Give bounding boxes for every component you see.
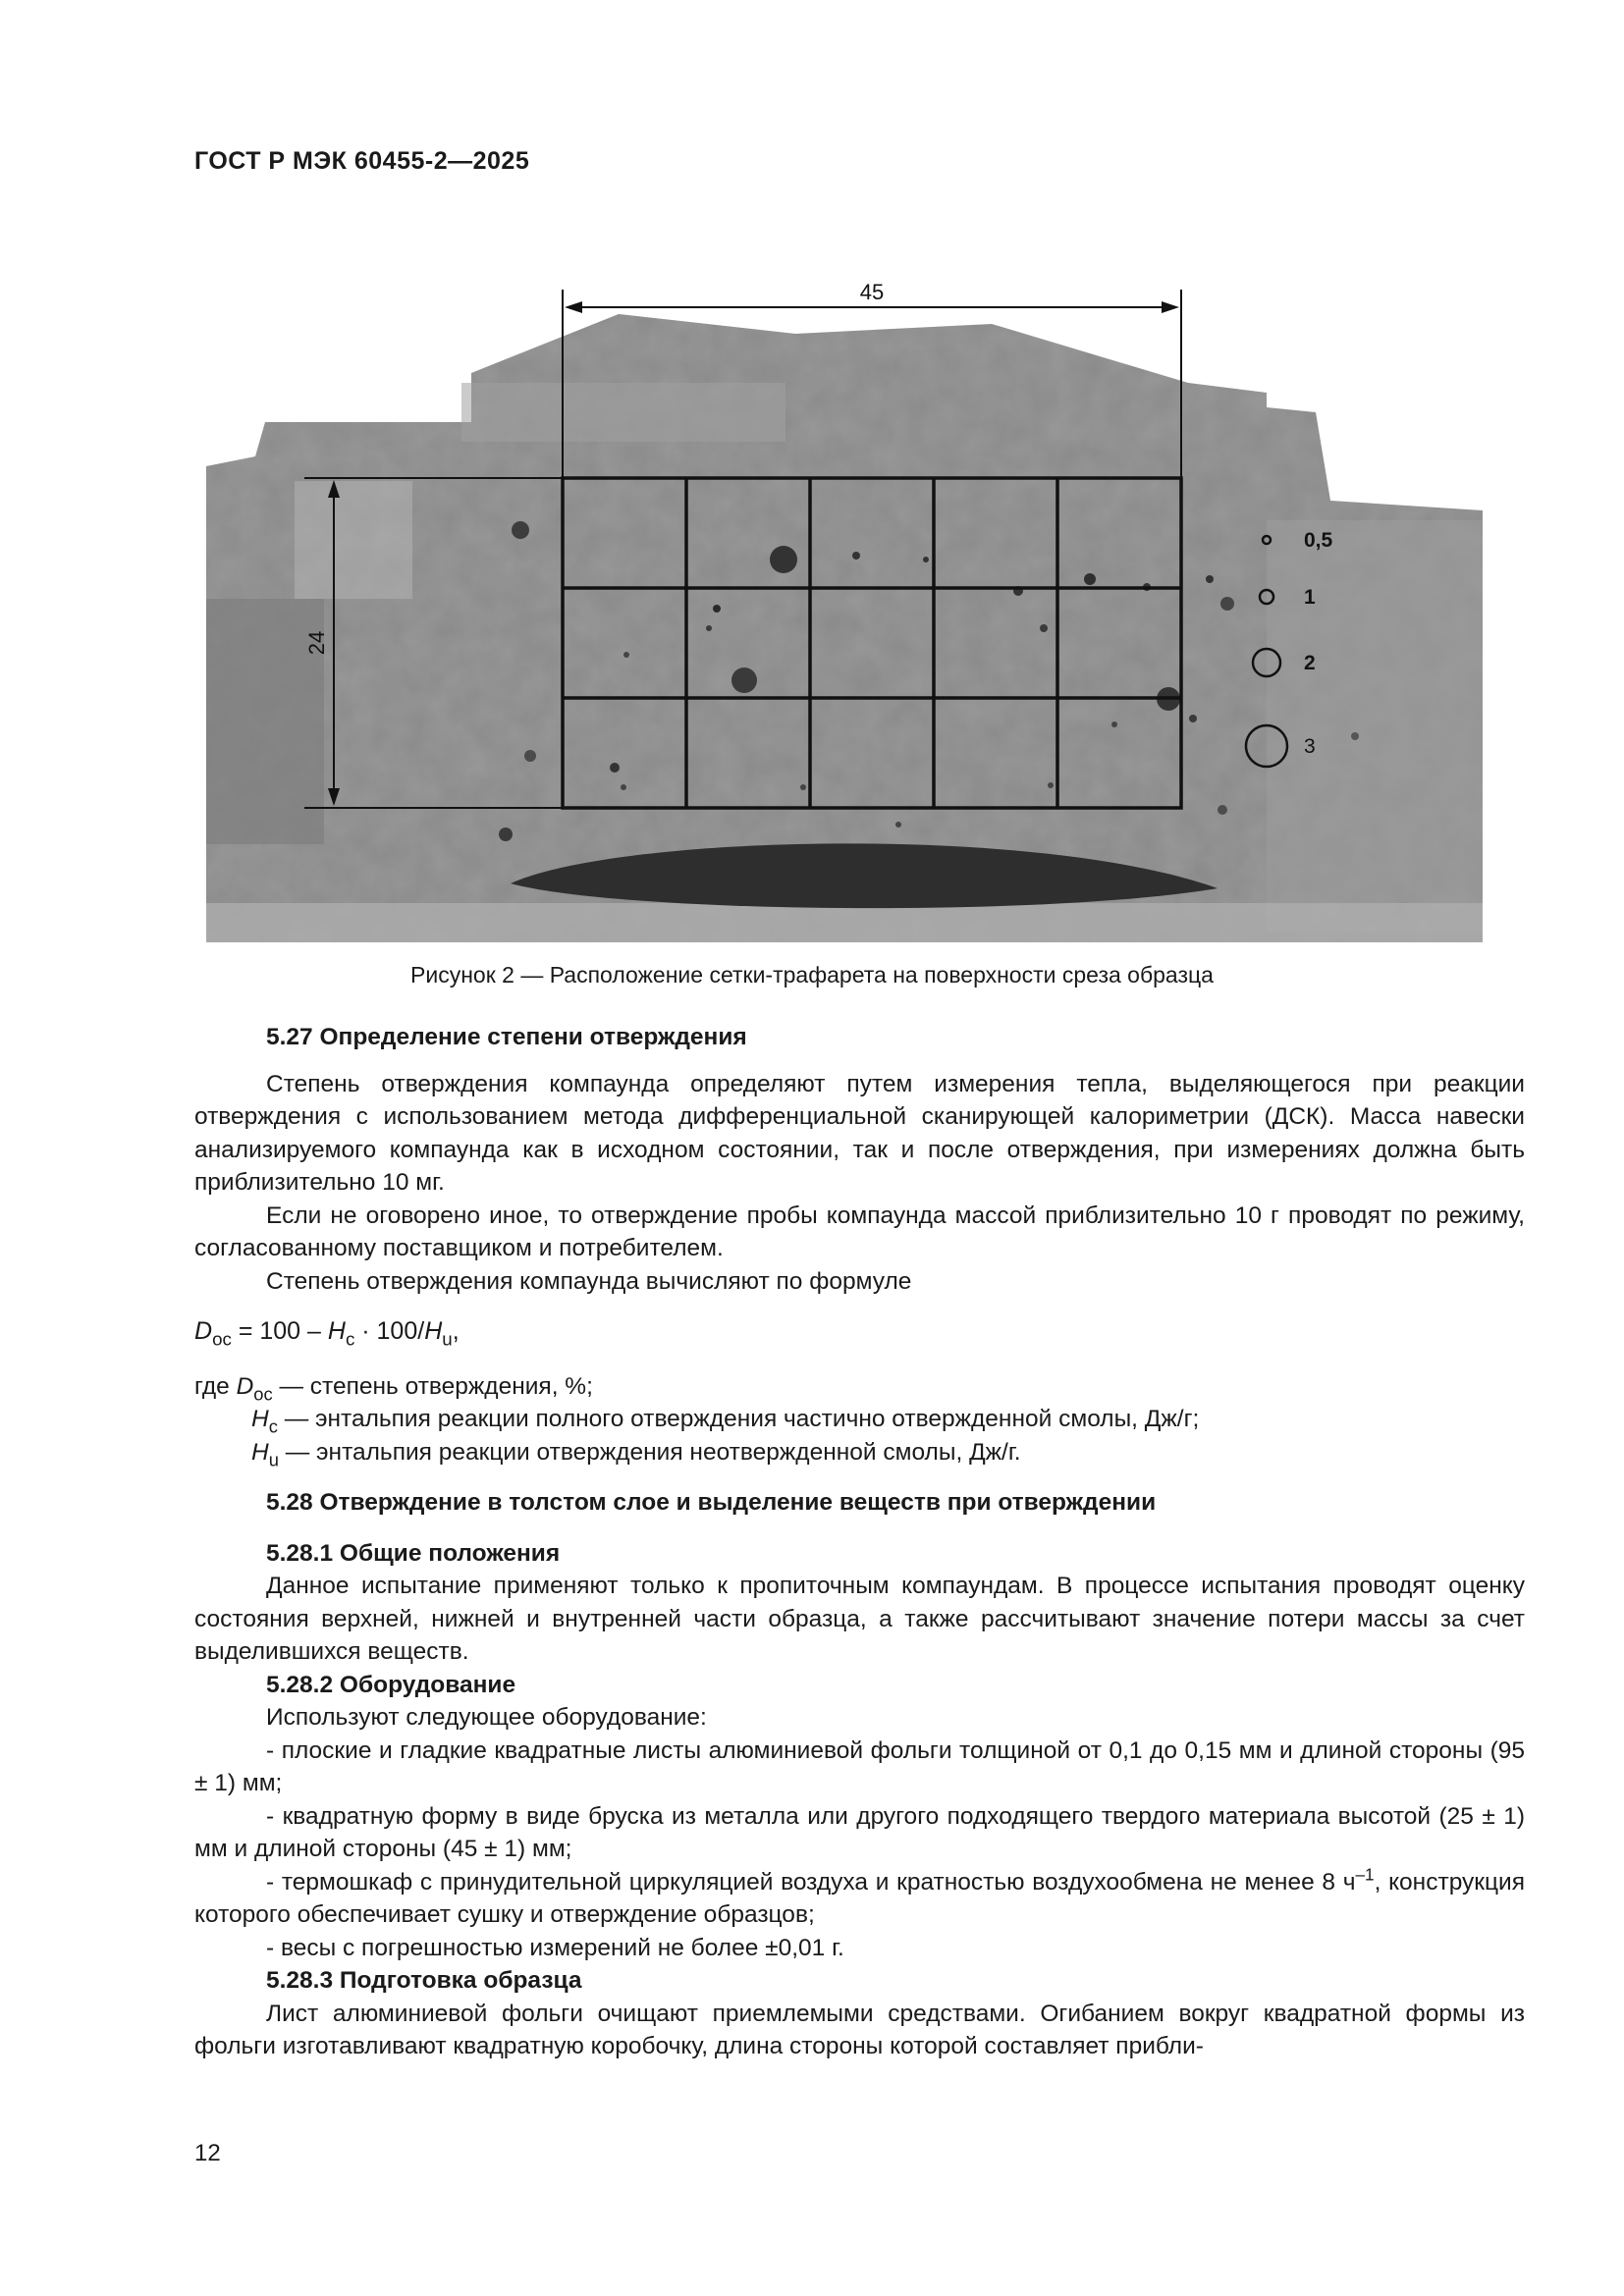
formula-text: = 100 – [231, 1317, 328, 1345]
formula-symbol: H [424, 1317, 443, 1345]
legend-symbol: H [251, 1438, 269, 1466]
legend-lead: где [194, 1372, 237, 1400]
formula-text: , [452, 1317, 460, 1345]
paragraph: Если не оговорено иное, то отверждение пробы компаунда массой приблизительно 10 г проводят по режиму, согласованному поставщиком и потребителем. [194, 1201, 1525, 1261]
legend-symbol: D [236, 1372, 254, 1400]
equipment-item [194, 1866, 1525, 1932]
paragraph: Лист алюминиевой фольги очищают приемлемыми средствами. Огибанием вокруг квадратной формы из фольги изготавливают квадратную коробочку, длина стороны которой составляет прибли- [194, 2000, 1525, 2059]
section-heading-5-28-1: 5.28.1 Общие положения [266, 1539, 561, 1567]
formula-subscript: u [442, 1328, 453, 1350]
formula-text: · 100/ [354, 1317, 425, 1345]
scale-label-0-5: 0,5 [1304, 529, 1333, 552]
scale-label-2: 2 [1304, 652, 1316, 674]
equipment-item-text: , конструкция которого обеспечивает сушку и отверждение образцов; [194, 1868, 1525, 1928]
legend-row-hc [194, 1403, 1525, 1436]
superscript: –1 [1355, 1864, 1375, 1885]
legend-row-d [194, 1370, 1525, 1404]
equipment-item: - весы с погрешностью измерений не более ±0,01 г. [266, 1934, 844, 1961]
paragraph: Используют следующее оборудование: [266, 1704, 707, 1731]
formula-subscript: c [345, 1328, 355, 1350]
legend-symbol: H [251, 1406, 269, 1432]
paragraph: Степень отверждения компаунда вычисляют по формуле [266, 1267, 912, 1295]
sample-photo-background [206, 314, 1483, 942]
legend-row-hu [194, 1436, 1525, 1469]
height-dimension-label: 24 [304, 630, 329, 656]
equipment-item: - плоские и гладкие квадратные листы алюминиевой фольги толщиной от 0,1 до 0,15 мм и длиной стороны (95 ± 1) мм; [194, 1736, 1525, 1796]
equipment-item-text: - термошкаф с принудительной циркуляцией воздуха и кратностью воздухообмена не менее 8 ч [266, 1868, 1356, 1896]
legend-text: — энтальпия реакции полного отверждения частично отвержденной смолы, Дж/г; [277, 1406, 1200, 1432]
document-header: ГОСТ Р МЭК 60455-2—2025 [194, 147, 530, 175]
scale-label-1: 1 [1304, 586, 1316, 609]
section-heading-5-28: 5.28 Отверждение в толстом слое и выделение веществ при отверждении [266, 1489, 1157, 1516]
formula-legend [194, 1370, 1525, 1469]
document-body [194, 1021, 1525, 2063]
legend-subscript: oc [253, 1382, 273, 1404]
paragraph: Степень отверждения компаунда определяют путем измерения тепла, выделяющегося при реакции отверждения с использованием метода дифференциальной сканирующей калориметрии (ДСК). Масса навески анализируемого компаунда как в исходном состоянии, так и после отверждения, при измерениях должна быть приблизительно 10 мг. [194, 1070, 1525, 1196]
section-heading-5-28-2: 5.28.2 Оборудование [266, 1671, 516, 1698]
sample-section-photo [206, 275, 1483, 942]
width-dimension-label: 45 [859, 280, 885, 304]
legend-subscript: u [268, 1448, 279, 1469]
formula-symbol: H [327, 1317, 346, 1345]
formula-symbol: D [194, 1317, 213, 1345]
formula-subscript: oc [212, 1328, 232, 1350]
grid-template-figure [206, 275, 1483, 942]
equipment-item: - квадратную форму в виде бруска из металла или другого подходящего твердого материала высотой (25 ± 1) мм и длиной стороны (45 ± 1) мм; [194, 1802, 1525, 1862]
section-heading-5-27: 5.27 Определение степени отверждения [266, 1024, 747, 1050]
page-number: 12 [194, 2140, 221, 2166]
paragraph: Данное испытание применяют только к пропиточным компаундам. В процессе испытания проводят оценку состояния верхней, нижней и внутренней части образца, а также рассчитывают значение потери массы за счет выделившихся веществ. [194, 1573, 1525, 1665]
legend-subscript: c [268, 1415, 278, 1437]
section-heading-5-28-3: 5.28.3 Подготовка образца [266, 1967, 582, 1994]
legend-text: — степень отверждения, %; [272, 1372, 593, 1400]
scale-label-3: 3 [1304, 735, 1316, 758]
cure-degree-formula [194, 1315, 1525, 1349]
figure-caption: Рисунок 2 — Расположение сетки-трафарета на поверхности среза образца [410, 962, 1214, 988]
legend-text: — энтальпия реакции отверждения неотвержденной смолы, Дж/г. [278, 1438, 1021, 1466]
